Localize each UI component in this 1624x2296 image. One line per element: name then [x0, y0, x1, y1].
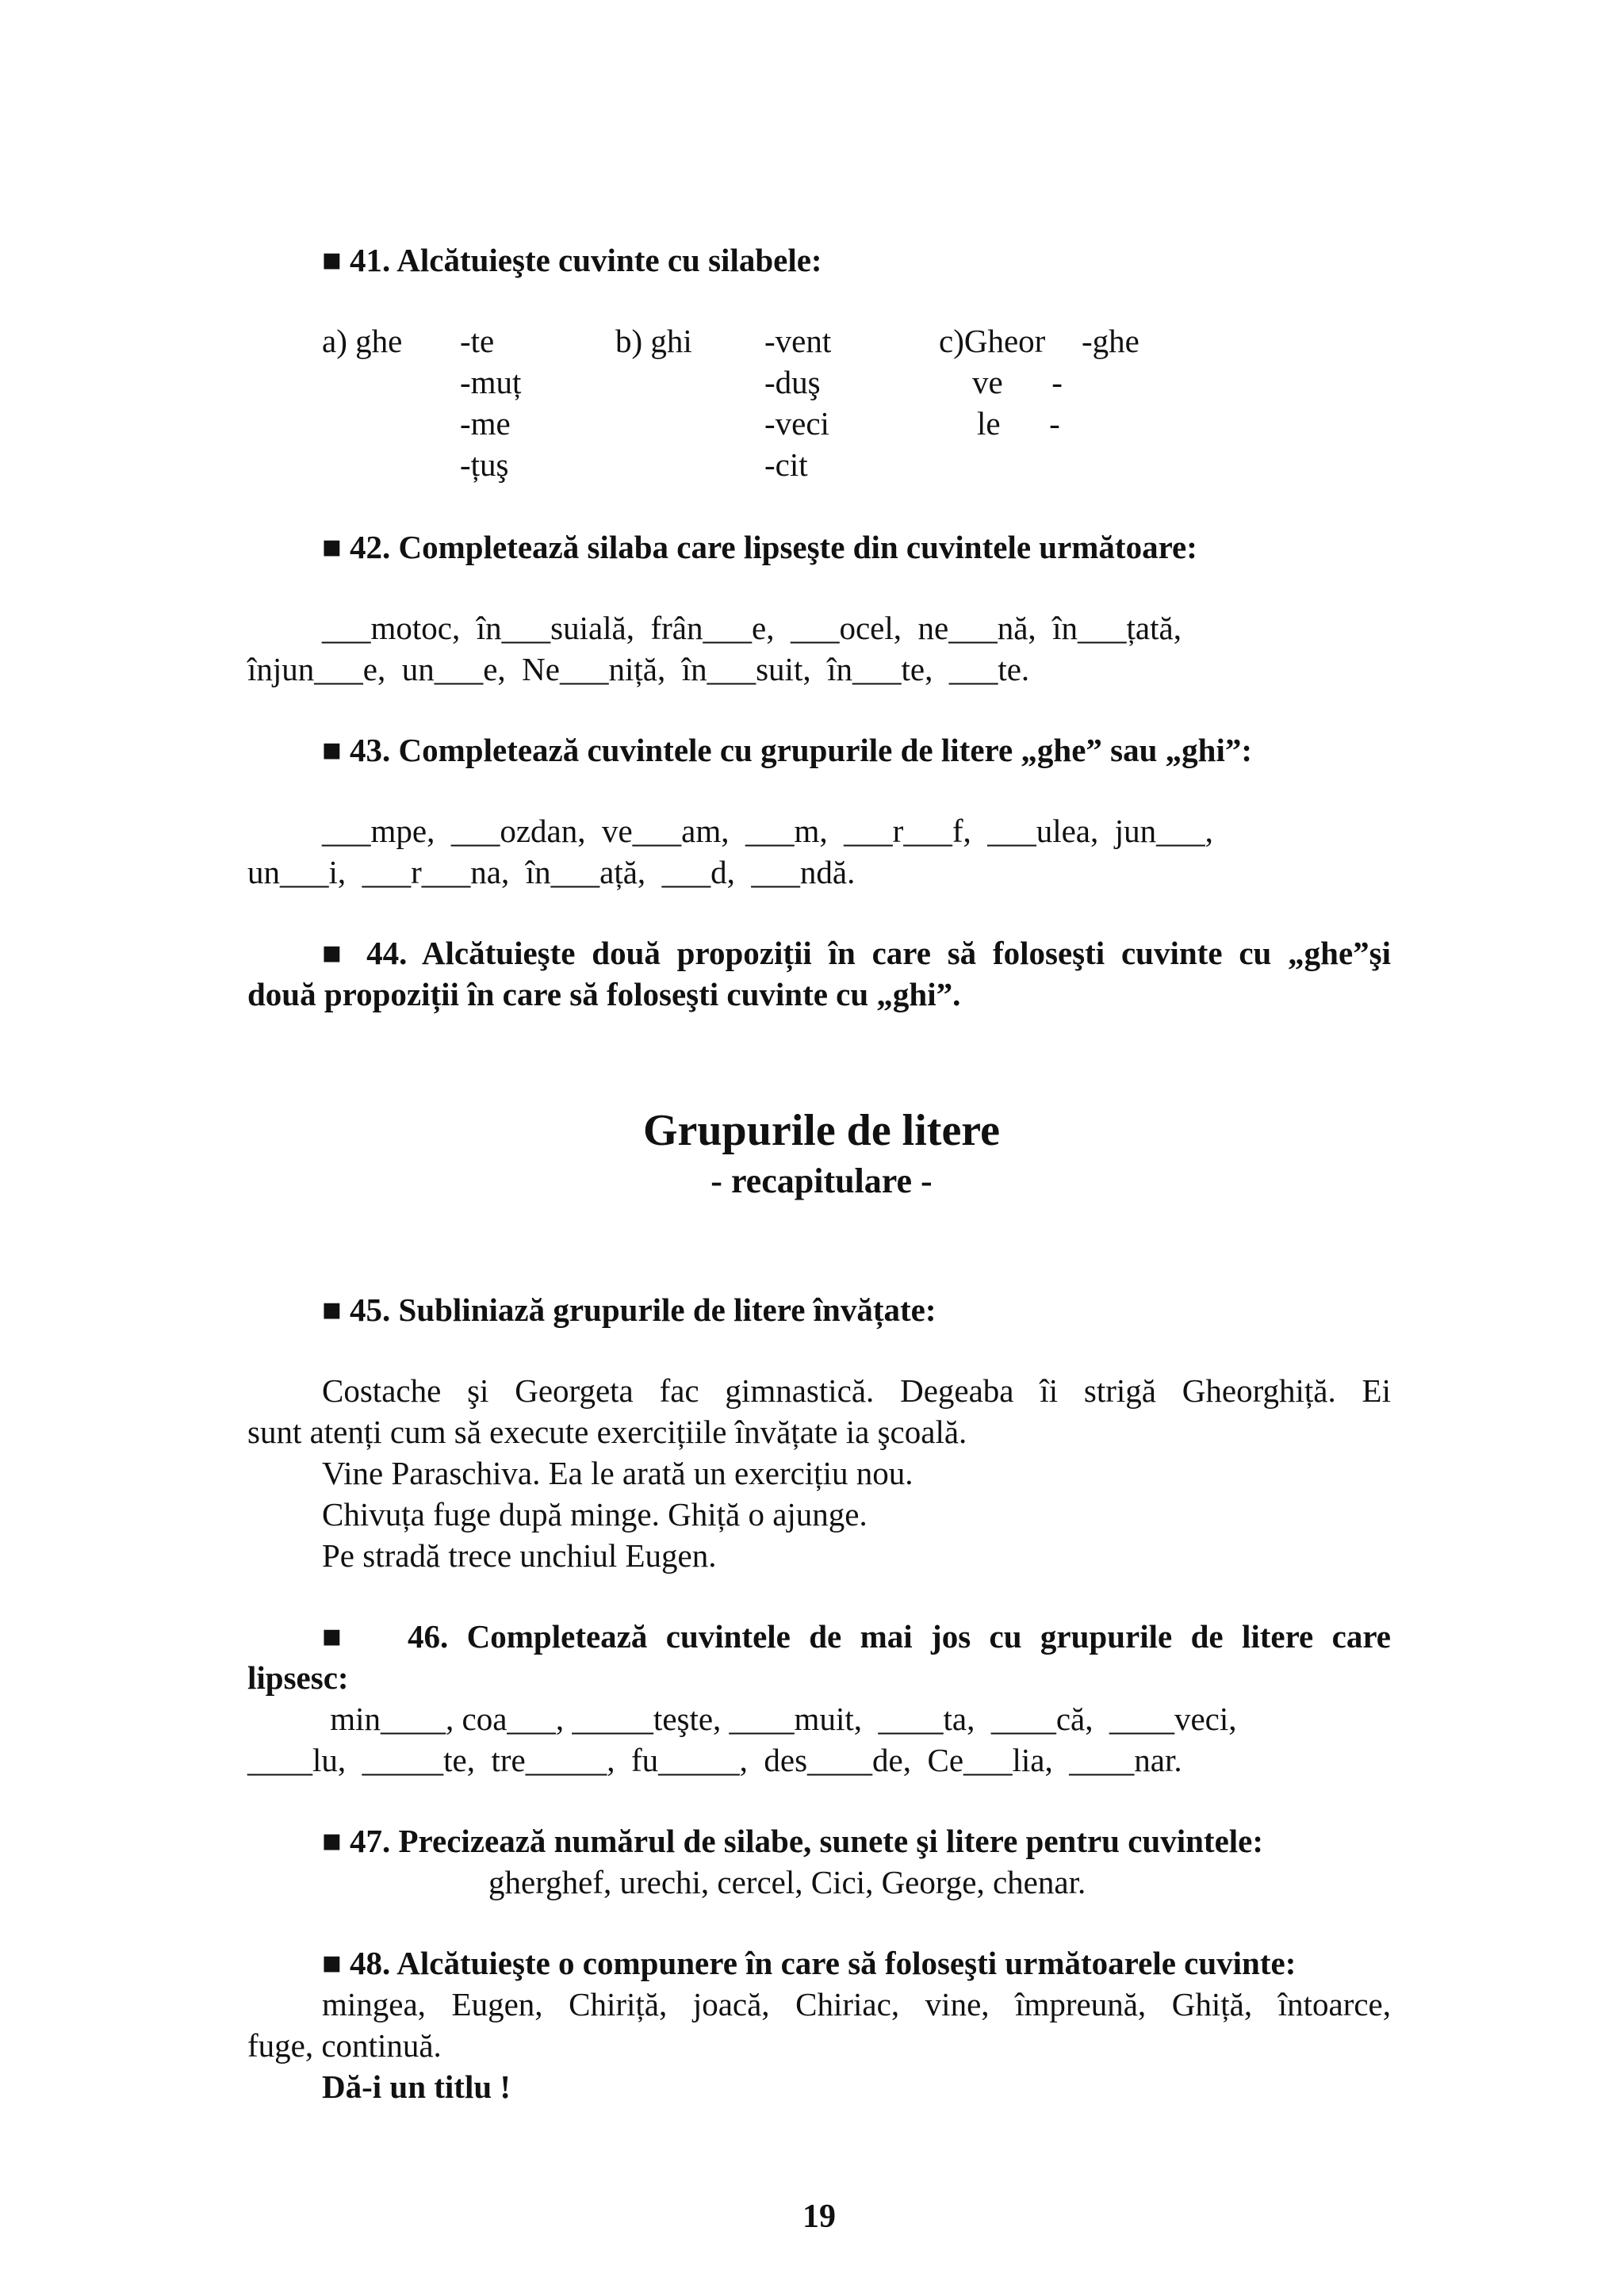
ex41-col-b-label: b) ghi: [615, 323, 692, 359]
ex41-col-c-label: c)Gheor: [939, 323, 1046, 359]
ex41-col-b-item: -veci: [764, 405, 829, 442]
ex41-col-c-item: le -: [977, 405, 1060, 442]
ex44-line: două propoziții în care să foloseşti cuvinte cu „ghi”.: [247, 976, 961, 1012]
ex41-col-a-label: a) ghe: [322, 323, 403, 359]
page-number: 19: [802, 2198, 836, 2235]
ex41-col-a-item: -muț: [460, 364, 522, 400]
ex46-line: ____lu, _____te, tre_____, fu_____, des____de, Ce___lia, ____nar.: [247, 1742, 1182, 1778]
section-subtitle: - recapitulare -: [710, 1161, 933, 1200]
ex41-col-b-item: -duş: [764, 364, 821, 400]
ex41-heading: ■ 41. Alcătuieşte cuvinte cu silabele:: [322, 242, 822, 278]
ex41-col-a-item: -te: [460, 323, 495, 359]
ex45-line: Pe stradă trece unchiul Eugen.: [322, 1537, 717, 1574]
section-title: Grupurile de litere: [643, 1106, 1000, 1155]
ex45-heading: ■ 45. Subliniază grupurile de litere învățate:: [322, 1292, 936, 1328]
ex46-line: lipsesc:: [247, 1659, 349, 1696]
ex41-col-a-item: -me: [460, 405, 511, 442]
ex48-line: mingea, Eugen, Chiriță, joacă, Chiriac, vine, împreună, Ghiță, întoarce,: [322, 1986, 1391, 2022]
ex41-col-b-item: -vent: [764, 323, 832, 359]
ex48-line: Dă-i un titlu !: [322, 2068, 511, 2105]
ex46-line: min____, coa___, _____teşte, ____muit, ____ta, ____că, ____veci,: [322, 1701, 1237, 1737]
ex45-line: sunt atenți cum să execute exercițiile învățate ia şcoală.: [247, 1414, 967, 1450]
ex45-line: Costache şi Georgeta fac gimnastică. Degeaba îi strigă Gheorghiță. Ei: [322, 1372, 1391, 1409]
ex42-heading: ■ 42. Completează silaba care lipseşte din cuvintele următoare:: [322, 529, 1197, 565]
ex41-col-a-item: -țuş: [460, 446, 509, 483]
ex45-line: Chivuța fuge după minge. Ghiță o ajunge.: [322, 1496, 868, 1533]
ex48-line: fuge, continuă.: [247, 2027, 442, 2064]
ex44-line: ■ 44. Alcătuieşte două propoziții în care să foloseşti cuvinte cu „ghe”şi: [322, 935, 1391, 971]
ex41-col-b-item: -cit: [764, 446, 808, 483]
ex43-line: un___i, ___r___na, în___ață, ___d, ___ndă.: [247, 854, 856, 890]
ex42-line: ___motoc, în___suială, frân___e, ___ocel, ne___nă, în___țată,: [322, 610, 1182, 646]
ex48-heading: ■ 48. Alcătuieşte o compunere în care să foloseşti următoarele cuvinte:: [322, 1945, 1297, 1981]
ex42-line: înjun___e, un___e, Ne___niță, în___suit, în___te, ___te.: [247, 651, 1030, 687]
ex43-line: ___mpe, ___ozdan, ve___am, ___m, ___r___f, ___ulea, jun___,: [322, 813, 1213, 849]
ex45-line: Vine Paraschiva. Ea le arată un exercițiu nou.: [322, 1455, 914, 1491]
ex46-line: ■ 46. Completează cuvintele de mai jos cu grupurile de litere care: [322, 1618, 1391, 1655]
ex47-heading: ■ 47. Precizează numărul de silabe, sunete şi litere pentru cuvintele:: [322, 1823, 1264, 1859]
ex43-heading: ■ 43. Completează cuvintele cu grupurile de litere „ghe” sau „ghi”:: [322, 732, 1253, 768]
ex41-col-c-item: ve -: [972, 364, 1063, 400]
ex41-col-c-item: -ghe: [1082, 323, 1139, 359]
ex47-words: gherghef, urechi, cercel, Cici, George, chenar.: [488, 1864, 1086, 1900]
